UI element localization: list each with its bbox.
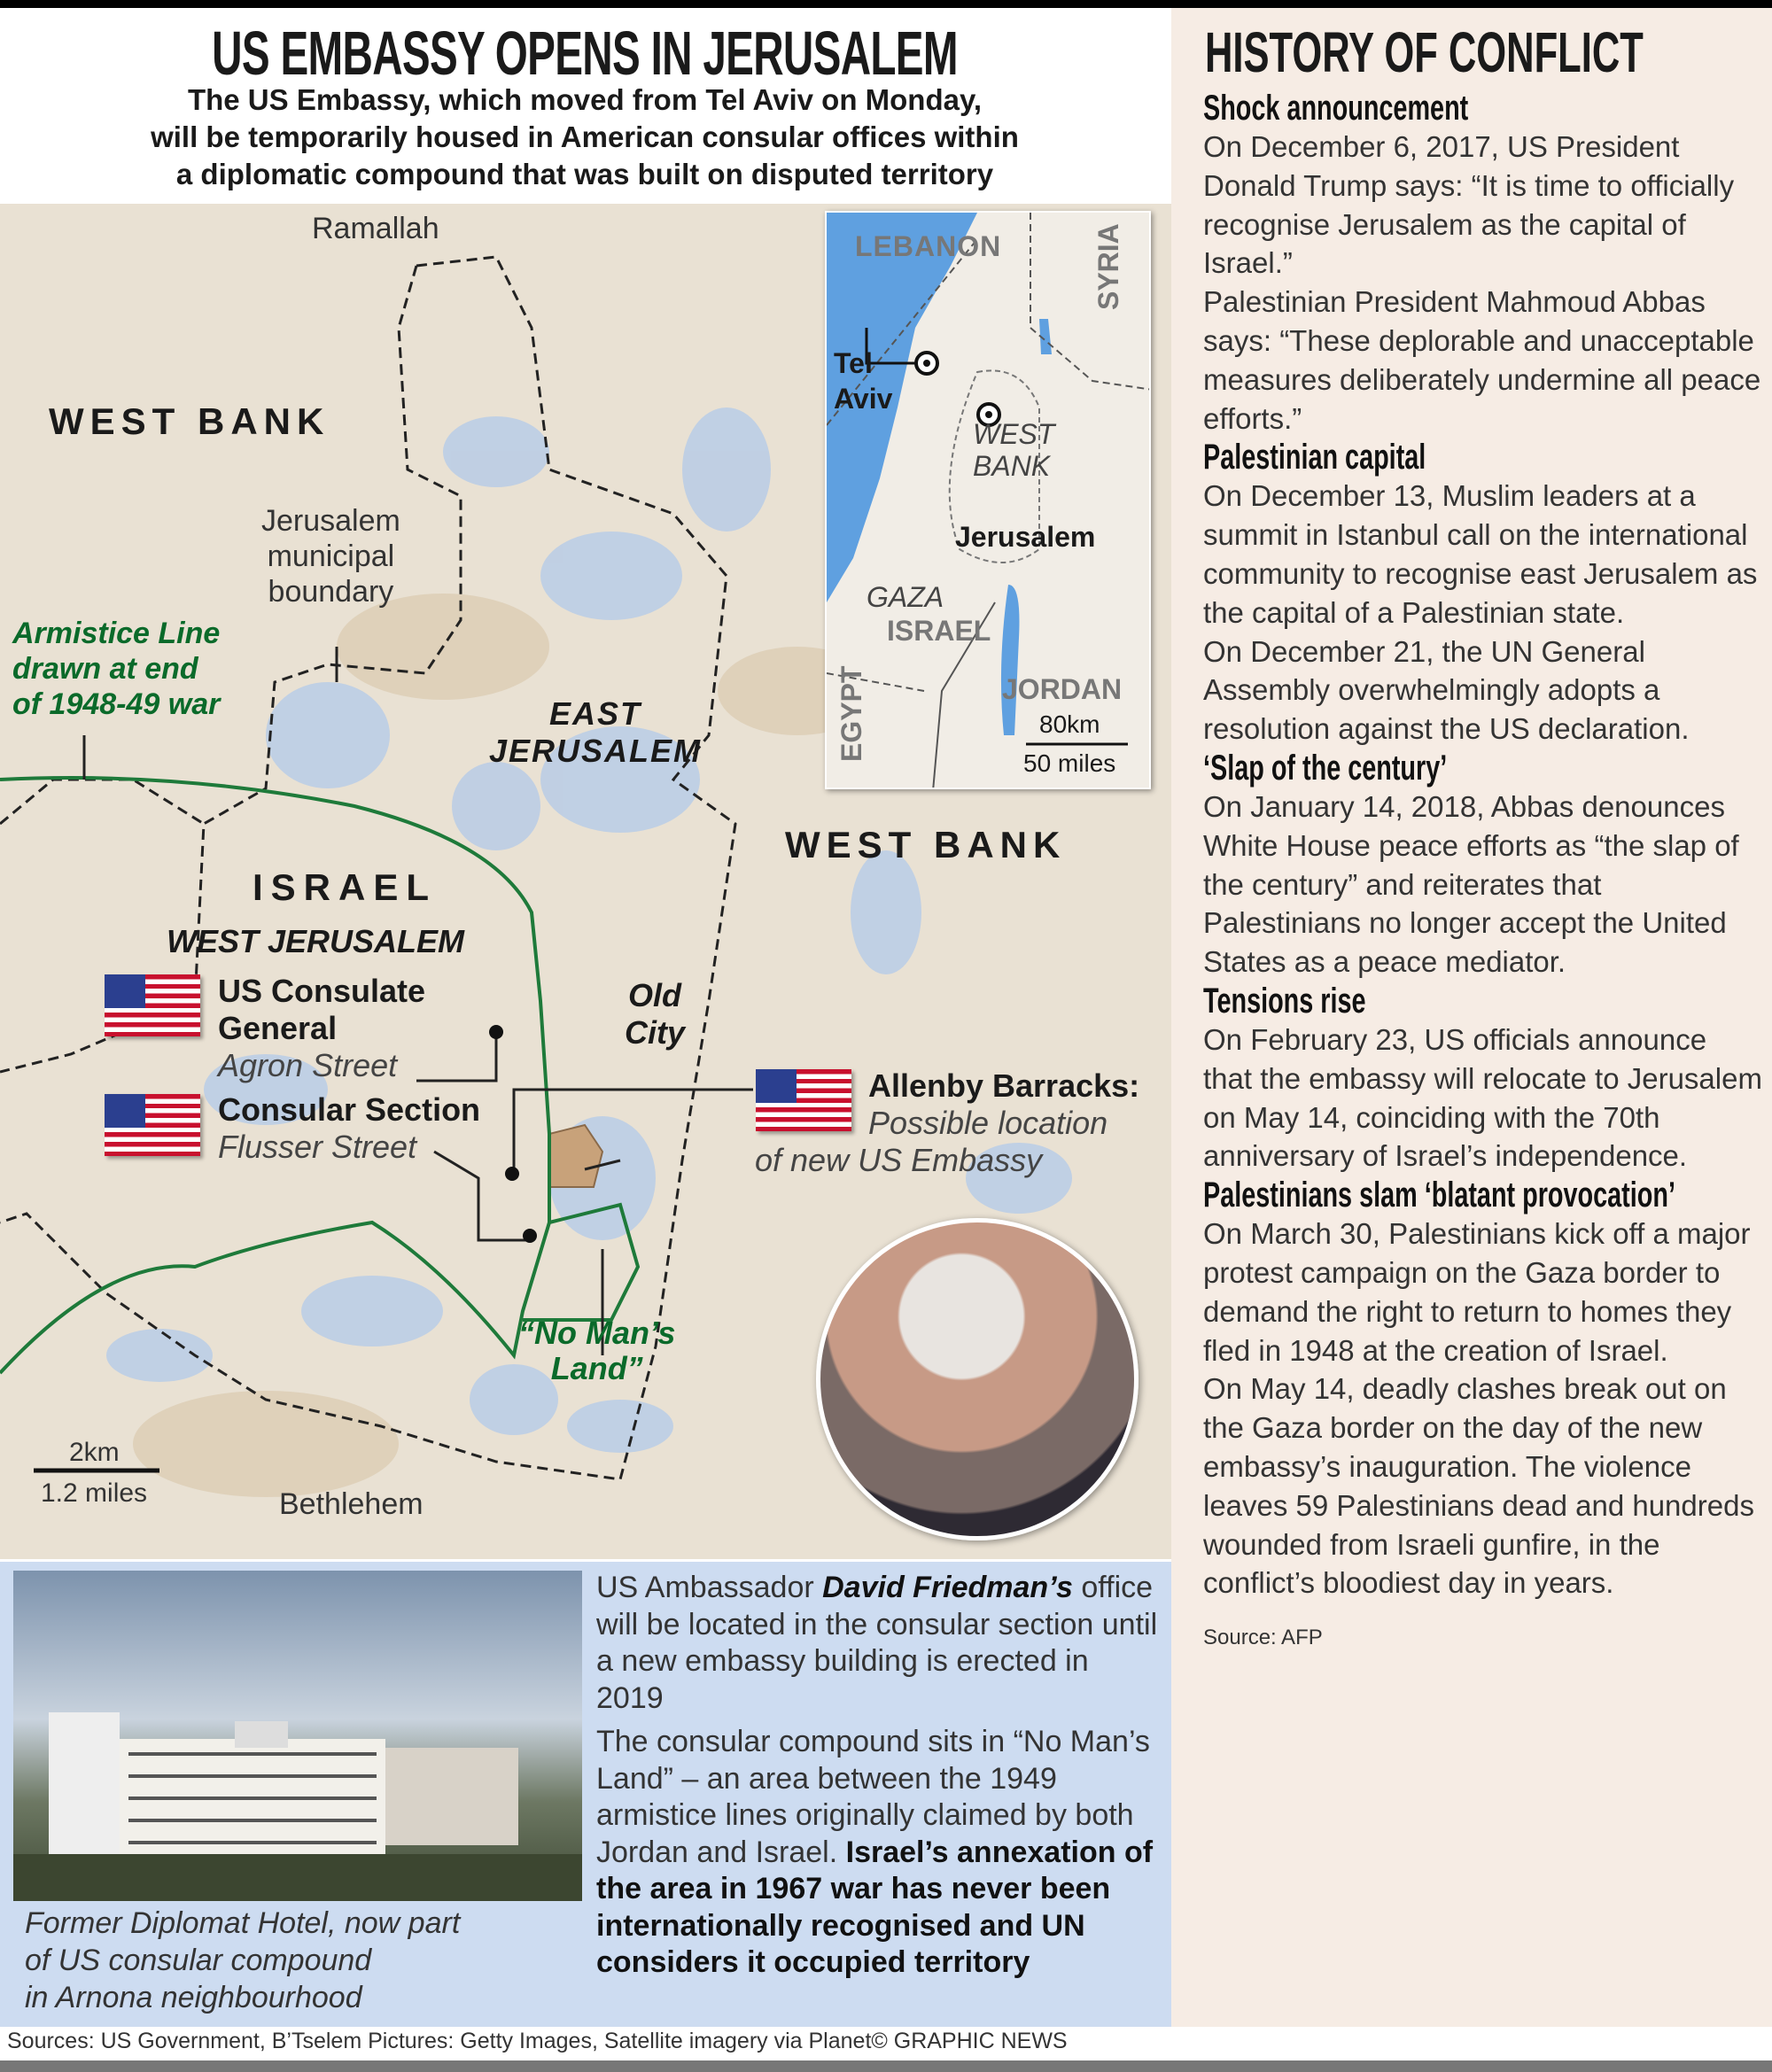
section-paragraph: On March 30, Palestinians kick off a major protest campaign on the Gaza border to demand the right to return to homes they fled in 1948 at the creation of Israel. — [1203, 1217, 1751, 1367]
inset-label-lebanon: LEBANON — [855, 230, 1002, 262]
text: Allenby Barracks: — [868, 1067, 1140, 1104]
label-bethlehem: Bethlehem — [279, 1487, 424, 1521]
subtitle-line: will be temporarily housed in American consular offices within — [151, 120, 1019, 153]
inset-scale-km: 80km — [1039, 710, 1100, 738]
section-paragraph: On February 23, US officials announce that the embassy will relocate to Jerusalem on May 14, coinciding with the 70th anniversary of Israel’s independence. — [1203, 1022, 1762, 1173]
inset-locator-map — [825, 211, 1151, 789]
section-heading: Shock announcement — [1203, 89, 1469, 128]
section-heading: ‘Slap of the century’ — [1203, 748, 1448, 788]
bottom-bar — [0, 2060, 1772, 2072]
section-paragraph: On May 14, deadly clashes break out on the Gaza border on the day of the new embassy’s inauguration. The violence leaves 59 Palestinians dead and hundreds wounded from Israeli gunfire, in the conflict’s bloodiest day in years. — [1203, 1372, 1754, 1600]
label-west-bank: WEST BANK — [49, 400, 330, 442]
ambassador-portrait — [816, 1218, 1139, 1540]
text: municipal — [267, 539, 395, 573]
label-consular-section — [218, 1091, 480, 1166]
text: EAST — [549, 695, 642, 732]
inset-label-west-bank — [973, 418, 1054, 482]
section-paragraph: Palestinian President Mahmoud Abbas says: “These deplorable and unacceptable measures deliberately undermine all peace efforts.” — [1203, 285, 1761, 435]
text: Aviv — [834, 383, 893, 415]
text: drawn at end — [12, 652, 198, 686]
text: Former Diplomat Hotel, now part — [25, 1906, 461, 1940]
inset-label-syria: SYRIA — [1092, 223, 1124, 310]
text: office will be located in the consular section until a new embassy building is erected in 2019 — [596, 1571, 1158, 1715]
text: JERUSALEM — [489, 733, 703, 769]
embassy-description — [596, 1570, 1163, 1982]
us-flag-icon — [105, 1094, 200, 1156]
section-heading: Palestinians slam ‘blatant provocation’ — [1203, 1176, 1675, 1215]
sidebar-title: HISTORY OF CONFLICT — [1205, 20, 1644, 84]
text: Land” — [550, 1350, 643, 1386]
sidebar-source: Source: AFP — [1203, 1626, 1323, 1650]
label-no-mans-land — [518, 1315, 675, 1386]
section-paragraph: On December 6, 2017, US President Donald Trump says: “It is time to officially recognise Jerusalem as the capital of Israel.” — [1203, 130, 1735, 280]
label-west-jerusalem: WEST JERUSALEM — [167, 923, 465, 959]
scale-km: 2km — [69, 1438, 120, 1467]
text: General — [218, 1010, 338, 1046]
text: WEST — [973, 418, 1055, 450]
text: Possible location — [868, 1105, 1108, 1141]
section-paragraph: On December 21, the UN General Assembly overwhelmingly adopts a resolution against the US declaration. — [1203, 634, 1690, 746]
text: Israel’s annexation of the area in 1967 war has never been internationally recognised and UN considers it occupied territory — [596, 1835, 1154, 1979]
inset-label-gaza: GAZA — [867, 581, 944, 613]
label-east-jerusalem — [489, 695, 702, 770]
text: US Ambassador — [596, 1571, 823, 1604]
photo-caption — [25, 1905, 460, 2016]
text: The consular compound sits in “No Man’s Land” – an area between the 1949 armistice lines originally claimed by both Jordan and Israel. — [596, 1725, 1150, 1869]
inset-scale-miles: 50 miles — [1023, 749, 1116, 777]
subtitle — [0, 81, 1170, 193]
label-municipal-boundary — [261, 503, 400, 609]
text: of US consular compound — [25, 1944, 372, 1977]
street: Agron Street — [218, 1047, 398, 1083]
section-paragraph: On December 13, Muslim leaders at a summit in Istanbul call on the international community to recognise east Jerusalem as the capital of a Palestinian state. — [1203, 479, 1758, 629]
section-heading: Palestinian capital — [1203, 438, 1426, 477]
inset-label-jerusalem: Jerusalem — [955, 521, 1096, 553]
text: boundary — [268, 575, 394, 609]
text: Old — [628, 977, 681, 1013]
section-paragraph: On January 14, 2018, Abbas denounces White House peace efforts as “the slap of the century” and reiterates that Palestinians no longer accept the United States as a peace mediator. — [1203, 789, 1739, 979]
top-bar — [0, 0, 1772, 8]
us-flag-icon — [105, 974, 200, 1036]
inset-label-tel-aviv — [834, 345, 892, 416]
text: BANK — [973, 450, 1051, 482]
text: of new US Embassy — [755, 1142, 1043, 1178]
ambassador-name: David Friedman’s — [822, 1571, 1073, 1604]
sources-footer: Sources: US Government, B’Tselem Pictures: Getty Images, Satellite imagery via Planet© GRAPHIC NEWS — [7, 2029, 1068, 2053]
inset-label-jordan: JORDAN — [1002, 673, 1123, 705]
label-us-consulate — [218, 973, 425, 1084]
text: City — [625, 1014, 686, 1051]
text: Jerusalem — [261, 504, 400, 538]
text: of 1948-49 war — [12, 687, 221, 721]
label-israel: ISRAEL — [253, 866, 438, 908]
history-timeline — [1203, 89, 1763, 1657]
hotel-illustration — [13, 1571, 582, 1901]
paragraph — [596, 1724, 1163, 1982]
label-old-city — [625, 977, 685, 1052]
text: Tel — [834, 347, 873, 379]
label-allenby-barracks — [755, 1067, 1139, 1179]
label-west-bank-east: WEST BANK — [785, 824, 1067, 865]
diplomat-hotel-photo — [13, 1571, 582, 1901]
text: “No Man’s — [518, 1315, 676, 1351]
scale-miles: 1.2 miles — [41, 1478, 148, 1508]
text: Armistice Line — [12, 617, 221, 650]
page-title: US EMBASSY OPENS IN JERUSALEM — [212, 19, 958, 88]
text: in Arnona neighbourhood — [25, 1981, 362, 2014]
text: US Consulate — [218, 973, 426, 1009]
street: Flusser Street — [218, 1129, 417, 1165]
subtitle-line: The US Embassy, which moved from Tel Aviv on Monday, — [187, 83, 983, 116]
inset-label-israel: ISRAEL — [887, 615, 991, 647]
label-ramallah: Ramallah — [312, 212, 439, 245]
inset-label-egypt: EGYPT — [835, 665, 867, 762]
subtitle-line: a diplomatic compound that was built on disputed territory — [175, 158, 994, 190]
paragraph — [596, 1570, 1163, 1717]
label-armistice-line — [12, 616, 220, 722]
section-heading: Tensions rise — [1203, 981, 1366, 1020]
text: Consular Section — [218, 1091, 481, 1128]
